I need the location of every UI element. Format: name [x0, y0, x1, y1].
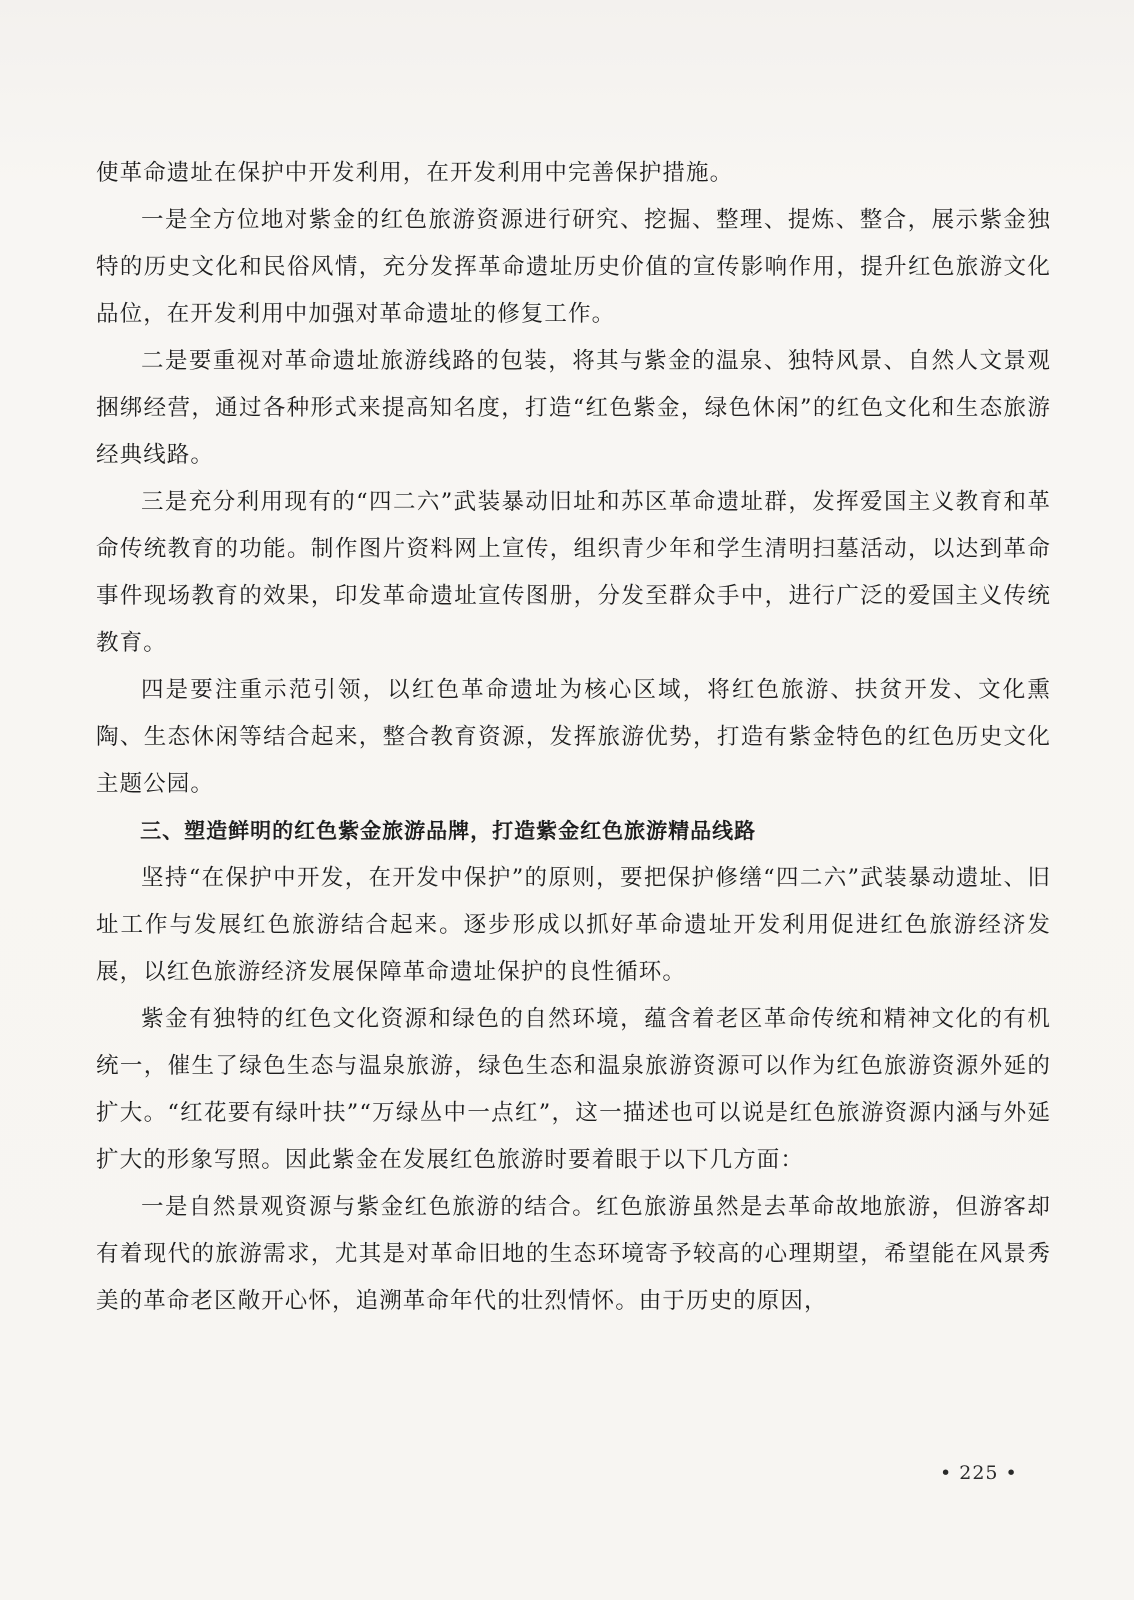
paragraph: 紫金有独特的红色文化资源和绿色的自然环境，蕴含着老区革命传统和精神文化的有机统一，催生了绿色生态与温泉旅游，绿色生态和温泉旅游资源可以作为红色旅游资源外延的扩大。“红花要有绿叶扶”“万绿丛中一点红”，这一描述也可以说是红色旅游资源内涵与外延扩大的形象写照。因此紫金在发展红色旅游时要着眼于以下几方面：: [96, 1006, 1051, 1173]
paragraph: 使革命遗址在保护中开发利用，在开发利用中完善保护措施。: [96, 160, 734, 186]
paragraph: 二是要重视对革命遗址旅游线路的包装，将其与紫金的温泉、独特风景、自然人文景观捆绑经营，通过各种形式来提高知名度，打造“红色紫金，绿色休闲”的红色文化和生态旅游经典线路。: [96, 348, 1051, 468]
page-number: • 225 •: [940, 1462, 1018, 1484]
paragraph: 三是充分利用现有的“四二六”武装暴动旧址和苏区革命遗址群，发挥爱国主义教育和革命传统教育的功能。制作图片资料网上宣传，组织青少年和学生清明扫墓活动，以达到革命事件现场教育的效果，印发革命遗址宣传图册，分发至群众手中，进行广泛的爱国主义传统教育。: [96, 489, 1051, 656]
paragraph: 坚持“在保护中开发，在开发中保护”的原则，要把保护修缮“四二六”武装暴动遗址、旧址工作与发展红色旅游结合起来。逐步形成以抓好革命遗址开发利用促进红色旅游经济发展，以红色旅游经济发展保障革命遗址保护的良性循环。: [96, 865, 1051, 985]
paragraph: 四是要注重示范引领，以红色革命遗址为核心区域，将红色旅游、扶贫开发、文化熏陶、生态休闲等结合起来，整合教育资源，发挥旅游优势，打造有紫金特色的红色历史文化主题公园。: [96, 677, 1051, 797]
paragraph: 一是全方位地对紫金的红色旅游资源进行研究、挖掘、整理、提炼、整合，展示紫金独特的历史文化和民俗风情，充分发挥革命遗址历史价值的宣传影响作用，提升红色旅游文化品位，在开发利用中加强对革命遗址的修复工作。: [96, 207, 1051, 327]
paragraph: 一是自然景观资源与紫金红色旅游的结合。红色旅游虽然是去革命故地旅游，但游客却有着现代的旅游需求，尤其是对革命旧地的生态环境寄予较高的心理期望，希望能在风景秀美的革命老区敞开心怀，追溯革命年代的壮烈情怀。由于历史的原因，: [96, 1194, 1051, 1314]
body-text: [96, 150, 1051, 1325]
section-heading: 三、塑造鲜明的红色紫金旅游品牌，打造紫金红色旅游精品线路: [140, 819, 757, 843]
